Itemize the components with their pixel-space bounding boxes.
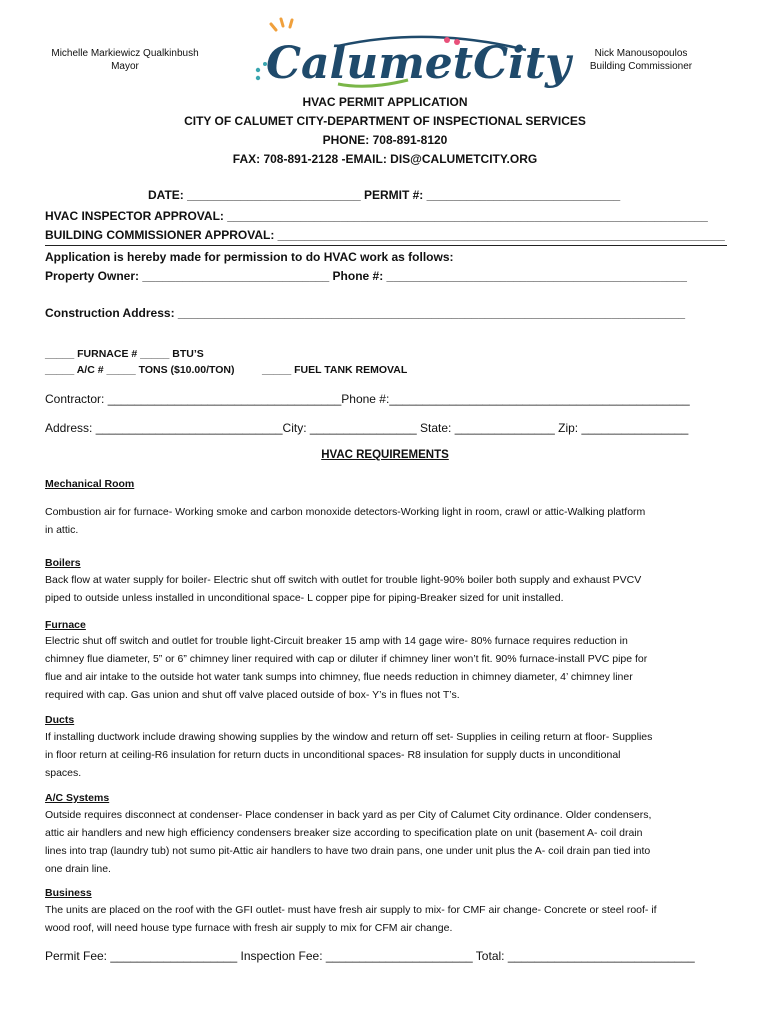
section-line: Back flow at water supply for boiler- Electric shut off switch with outlet for trouble light-90% boiler both supply and exhaust PVCV bbox=[45, 574, 642, 586]
furnace-section bbox=[45, 618, 735, 704]
calumet-city-logo bbox=[248, 18, 571, 98]
inspector-approval-field[interactable]: HVAC INSPECTOR APPROVAL: ________________________________________________________________________ bbox=[45, 209, 708, 223]
mayor-title: Mayor bbox=[111, 61, 139, 72]
section-line: piped to outside unless installed in unconditional space- L copper pipe for piping-Breaker sized for unit installed. bbox=[45, 592, 564, 604]
fees-field[interactable]: Permit Fee: ___________________ Inspection Fee: ______________________ Total: ____________________________ bbox=[45, 949, 695, 963]
title-line-3: PHONE: 708-891-8120 bbox=[322, 133, 448, 147]
application-statement: Application is hereby made for permission to do HVAC work as follows: bbox=[45, 250, 454, 264]
section-line: spaces. bbox=[45, 767, 82, 779]
section-line: Combustion air for furnace- Working smoke and carbon monoxide detectors-Working light in room, crawl or attic-Walking platform bbox=[45, 506, 646, 518]
section-title: Mechanical Room bbox=[45, 478, 135, 490]
mechanical-room-section bbox=[45, 477, 735, 539]
section-title: Ducts bbox=[45, 714, 75, 726]
section-line: Electric shut off switch and outlet for trouble light-Circuit breaker 15 amp with 14 gage wire- 80% furnace requires reduction in bbox=[45, 635, 628, 647]
logo-text: CalumetCity bbox=[266, 38, 571, 89]
section-line: chimney flue diameter, 5” or 6” chimney liner required with cap or diluter if chimney liner won’t fit. 90% furnace-install PVC pipe for bbox=[45, 653, 648, 665]
section-line: one drain line. bbox=[45, 863, 111, 875]
ducts-section bbox=[45, 713, 735, 782]
ac-systems-section bbox=[45, 791, 735, 878]
section-line: in floor return at ceiling-R6 insulation for return ducts in unconditional spaces- R8 insulation for supply ducts in unconditional bbox=[45, 749, 621, 761]
commissioner-approval-field[interactable]: BUILDING COMMISSIONER APPROVAL: ___________________________________________________________________ bbox=[45, 228, 725, 242]
section-line: wood roof, will need house type furnace with fresh air supply to mix for CFM air change. bbox=[45, 922, 453, 934]
furnace-field[interactable]: _____ FURNACE # _____ BTU’S bbox=[45, 348, 204, 360]
divider bbox=[45, 245, 727, 246]
section-line: If installing ductwork include drawing showing supplies by the window and return off set- Supplies in ceiling return at floor- Supplies bbox=[45, 731, 653, 743]
property-owner-field[interactable]: Property Owner: ____________________________ Phone #: _____________________________________________ bbox=[45, 269, 687, 283]
commissioner-title: Building Commissioner bbox=[589, 61, 693, 72]
commissioner-block bbox=[556, 47, 726, 73]
business-section bbox=[45, 886, 735, 937]
title-block bbox=[0, 93, 770, 169]
mayor-name: Michelle Markiewicz Qualkinbush bbox=[51, 48, 199, 59]
section-title: A/C Systems bbox=[45, 792, 110, 804]
section-line: flue and air intake to the outside hot water tank sumps into chimney, flue needs reduction in chimney diameter, 4’ chimney liner bbox=[45, 671, 633, 683]
section-title: Business bbox=[45, 887, 92, 899]
section-line: in attic. bbox=[45, 524, 79, 536]
commissioner-name: Nick Manousopoulos bbox=[594, 48, 688, 59]
section-line: lines into trap (laundry tub) not sumo pit-Attic air handlers to have two drain pans, one under unit plus the A- coil drain pan tied into bbox=[45, 845, 651, 857]
title-line-1: HVAC PERMIT APPLICATION bbox=[302, 95, 468, 109]
mayor-block bbox=[30, 47, 220, 73]
boilers-section bbox=[45, 556, 735, 607]
address-field[interactable]: Address: ____________________________City: ________________ State: _______________ Zip: ________________ bbox=[45, 421, 689, 435]
requirements-heading: HVAC REQUIREMENTS bbox=[321, 449, 449, 461]
section-title: Boilers bbox=[45, 557, 81, 569]
section-line: attic air handlers and new high efficiency condensers breaker size according to specification plate on unit (basement A- coil drain bbox=[45, 827, 643, 839]
ac-field[interactable]: _____ A/C # _____ TONS ($10.00/TON) bbox=[45, 364, 235, 376]
construction-address-field[interactable]: Construction Address: ____________________________________________________________________________ bbox=[45, 306, 686, 320]
title-line-4: FAX: 708-891-2128 -EMAIL: DIS@CALUMETCITY.ORG bbox=[232, 152, 538, 166]
title-line-2: CITY OF CALUMET CITY-DEPARTMENT OF INSPECTIONAL SERVICES bbox=[184, 114, 586, 128]
section-title: Furnace bbox=[45, 619, 86, 631]
fuel-tank-field[interactable]: _____ FUEL TANK REMOVAL bbox=[262, 364, 408, 376]
date-permit-field[interactable]: DATE: __________________________ PERMIT #: _____________________________ bbox=[148, 188, 621, 202]
contractor-field[interactable]: Contractor: ___________________________________Phone #:_____________________________________________ bbox=[45, 392, 690, 406]
section-line: required with cap. Gas union and shut off valve placed outside of box- Y’s in flues not T’s. bbox=[45, 689, 460, 701]
section-line: The units are placed on the roof with the GFI outlet- must have fresh air supply to mix- for CMF air change- Concrete or steel roof- if bbox=[45, 904, 657, 916]
section-line: Outside requires disconnect at condenser- Place condenser in back yard as per City of Calumet City ordinance. Older condensers, bbox=[45, 809, 652, 821]
